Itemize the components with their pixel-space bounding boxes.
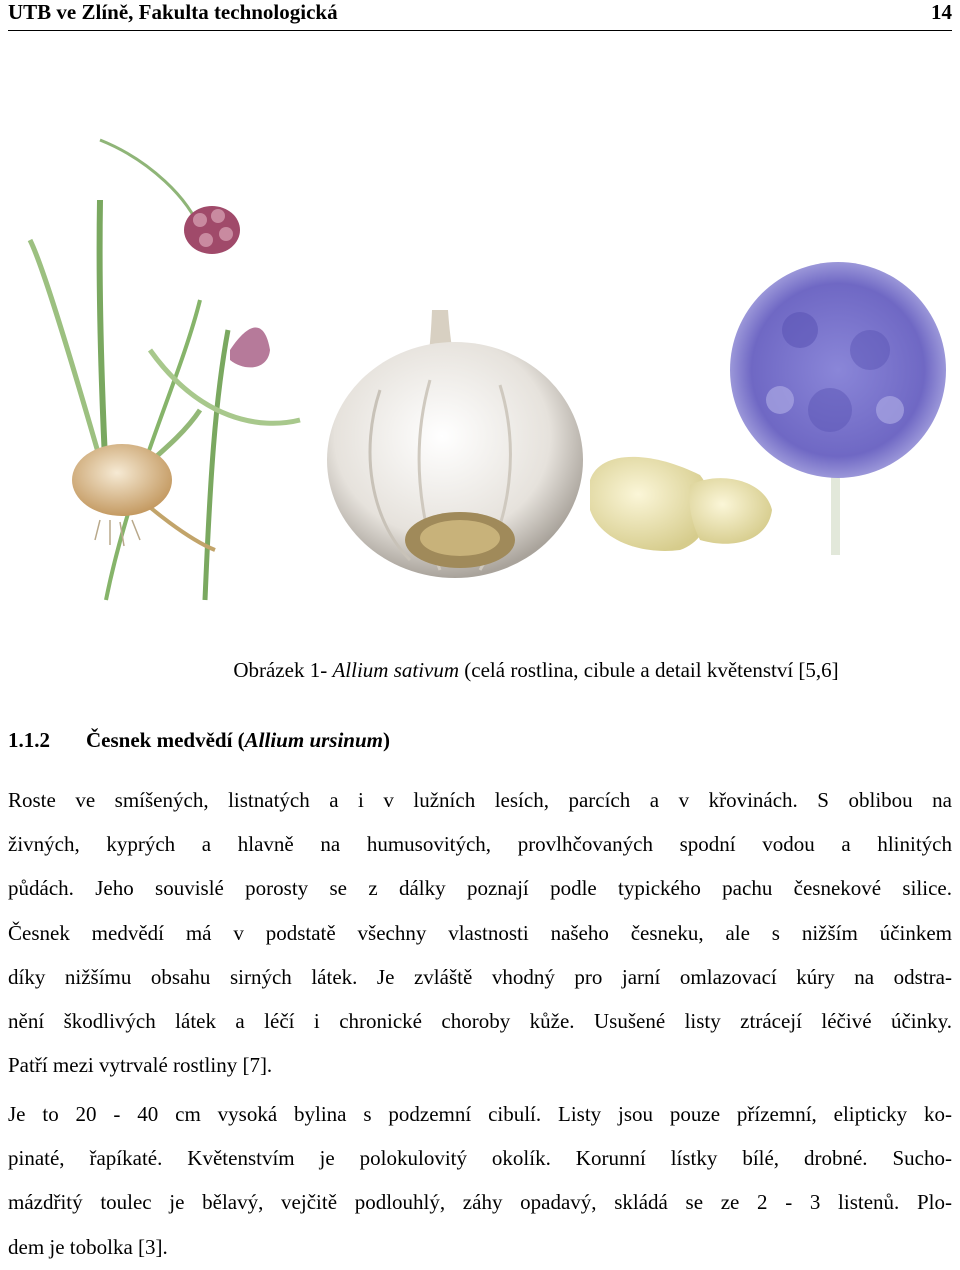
paragraph-line: pinaté, řapíkaté. Květenstvím je polokulovitý okolík. Korunní lístky bílé, drobné. Sucho- [8,1146,952,1171]
page-header [8,0,952,30]
section-title-prefix: Česnek medvědí ( [86,728,245,752]
garlic-cloves-image [590,457,772,551]
section-title-suffix: ) [383,728,390,752]
header-title: UTB ve Zlíně, Fakulta technologická [8,0,338,24]
page-number: 14 [931,0,952,24]
paragraph-line: nění škodlivých látek a léčí i chronické choroby kůže. Usušené listy ztrácejí léčivé účinky. [8,1009,952,1034]
paragraph-line: Patří mezi vytrvalé rostliny [7]. [8,1053,273,1078]
paragraph-line: živných, kyprých a hlavně na humusovitých, provlhčovaných spodní vodou a hlinitých [8,832,952,857]
paragraph-line: díky nižšímu obsahu sirných látek. Je zvláště vhodný pro jarní omlazovací kúry na odstra- [8,964,952,989]
garlic-bulb-image [327,310,583,578]
section-title-latin: Allium ursinum [244,728,383,752]
paragraph-2 [8,1092,952,1269]
header-rule [8,30,952,31]
paragraph-line: dem je tobolka [3]. [8,1234,168,1259]
figure-caption [0,658,960,683]
section-heading [8,728,390,753]
paragraph-line: Česnek medvědí má v podstatě všechny vlastnosti našeho česneku, ale s nižším účinkem [8,920,952,945]
paragraph-line: Roste ve smíšených, listnatých a i v lužních lesích, parcích a v křovinách. S oblibou na [8,788,952,812]
figure [0,120,960,630]
section-number: 1.1.2 [8,728,50,752]
paragraph-1 [8,778,952,1087]
paragraph-line: mázdřitý toulec je bělavý, vejčitě podlouhlý, záhy opadavý, skládá se ze 2 - 3 listenů. Plo- [8,1190,952,1215]
caption-latin-name: Allium sativum [332,658,460,682]
figure-illustration [0,120,960,630]
caption-suffix: (celá rostlina, cibule a detail květenství [5,6] [459,658,839,682]
paragraph-line: Je to 20 - 40 cm vysoká bylina s podzemní cibulí. Listy jsou pouze přízemní, elipticky ko- [8,1102,952,1126]
paragraph-line: půdách. Jeho souvislé porosty se z dálky poznají podle typického pachu česnekové silice. [8,876,952,901]
caption-prefix: Obrázek 1- [233,658,333,682]
allium-sativum-plant-illustration [30,140,300,600]
